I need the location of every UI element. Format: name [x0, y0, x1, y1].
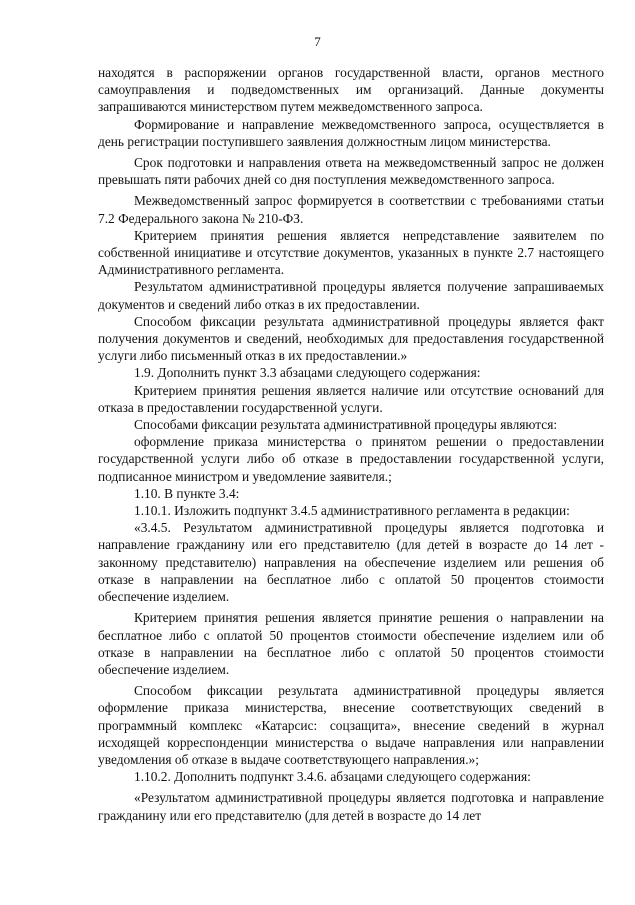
paragraph: Критерием принятия решения является наличие или отсутствие оснований для отказа в предоставлении государственной услуги. — [98, 382, 604, 415]
paragraph: Межведомственный запрос формируется в соответствии с требованиями статьи 7.2 Федерального закона № 210-ФЗ. — [98, 193, 604, 226]
paragraph: Критерием принятия решения является принятие решения о направлении на бесплатное либо с оплатой 50 процентов стоимости обеспечение изделием или об отказе в направлении на бесплатное либо с оплатой 50 процентов стоимости обеспечение изделием. — [98, 610, 604, 677]
page-number: 7 — [314, 34, 321, 49]
paragraph: Формирование и направление межведомственного запроса, осуществляется в день регистрации поступившего заявления должностным лицом министерства. — [98, 116, 604, 149]
paragraph: Способом фиксации результата административной процедуры является оформление приказа министерства, внесение соответствующих сведений в программный комплекс «Катарсис: соцзащита», внесение сведений в журнал исходящей корреспонденции министерства о выдаче направления или направлении уведомления об отказе в выдаче соответствующего направления.»; — [98, 683, 604, 767]
paragraph: оформление приказа министерства о принятом решении о предоставлении государственной услуги либо об отказе в предоставлении государственной услуги, подписанное министром и уведомление заявителя.; — [98, 434, 604, 484]
paragraph: Срок подготовки и направления ответа на межведомственный запрос не должен превышать пяти рабочих дней со дня поступления межведомственного запроса. — [98, 155, 604, 188]
paragraph: 1.10. В пункте 3.4: — [134, 485, 240, 501]
paragraph: «3.4.5. Результатом административной процедуры является подготовка и направление гражданину или его представителю (для детей в возрасте до 14 лет - законному представителю) направления на обеспечение изделием или решения об отказе в направлении на бесплатное либо с оплатой 50 процентов стоимости обеспечение изделием. — [98, 520, 604, 605]
document-body — [98, 64, 604, 824]
paragraph: «Результатом административной процедуры является подготовка и направление гражданину или его представителю (для детей в возрасте до 14 лет — [98, 790, 604, 823]
paragraph: 1.9. Дополнить пункт 3.3 абзацами следующего содержания: — [134, 365, 481, 381]
paragraph: Способом фиксации результата административной процедуры является факт получения документов и сведений, необходимых для предоставления государственной услуги либо письменный отказ в их предоставлении.» — [98, 313, 604, 364]
paragraph: 1.10.2. Дополнить подпункт 3.4.6. абзацами следующего содержания: — [134, 769, 531, 785]
paragraph: Способами фиксации результата административной процедуры являются: — [134, 417, 558, 433]
paragraph: находятся в распоряжении органов государственной власти, органов местного самоуправления и подведомственных им организаций. Данные документы запрашиваются министерством путем межведомственного запроса. — [98, 65, 604, 115]
paragraph: Критерием принятия решения является непредставление заявителем по собственной инициативе и отсутствие документов, указанных в пункте 2.7 настоящего Административного регламента. — [98, 227, 604, 278]
paragraph: Результатом административной процедуры является получение запрашиваемых документов и сведений либо отказ в их предоставлении. — [98, 279, 604, 312]
paragraph: 1.10.1. Изложить подпункт 3.4.5 административного регламента в редакции: — [134, 503, 570, 519]
